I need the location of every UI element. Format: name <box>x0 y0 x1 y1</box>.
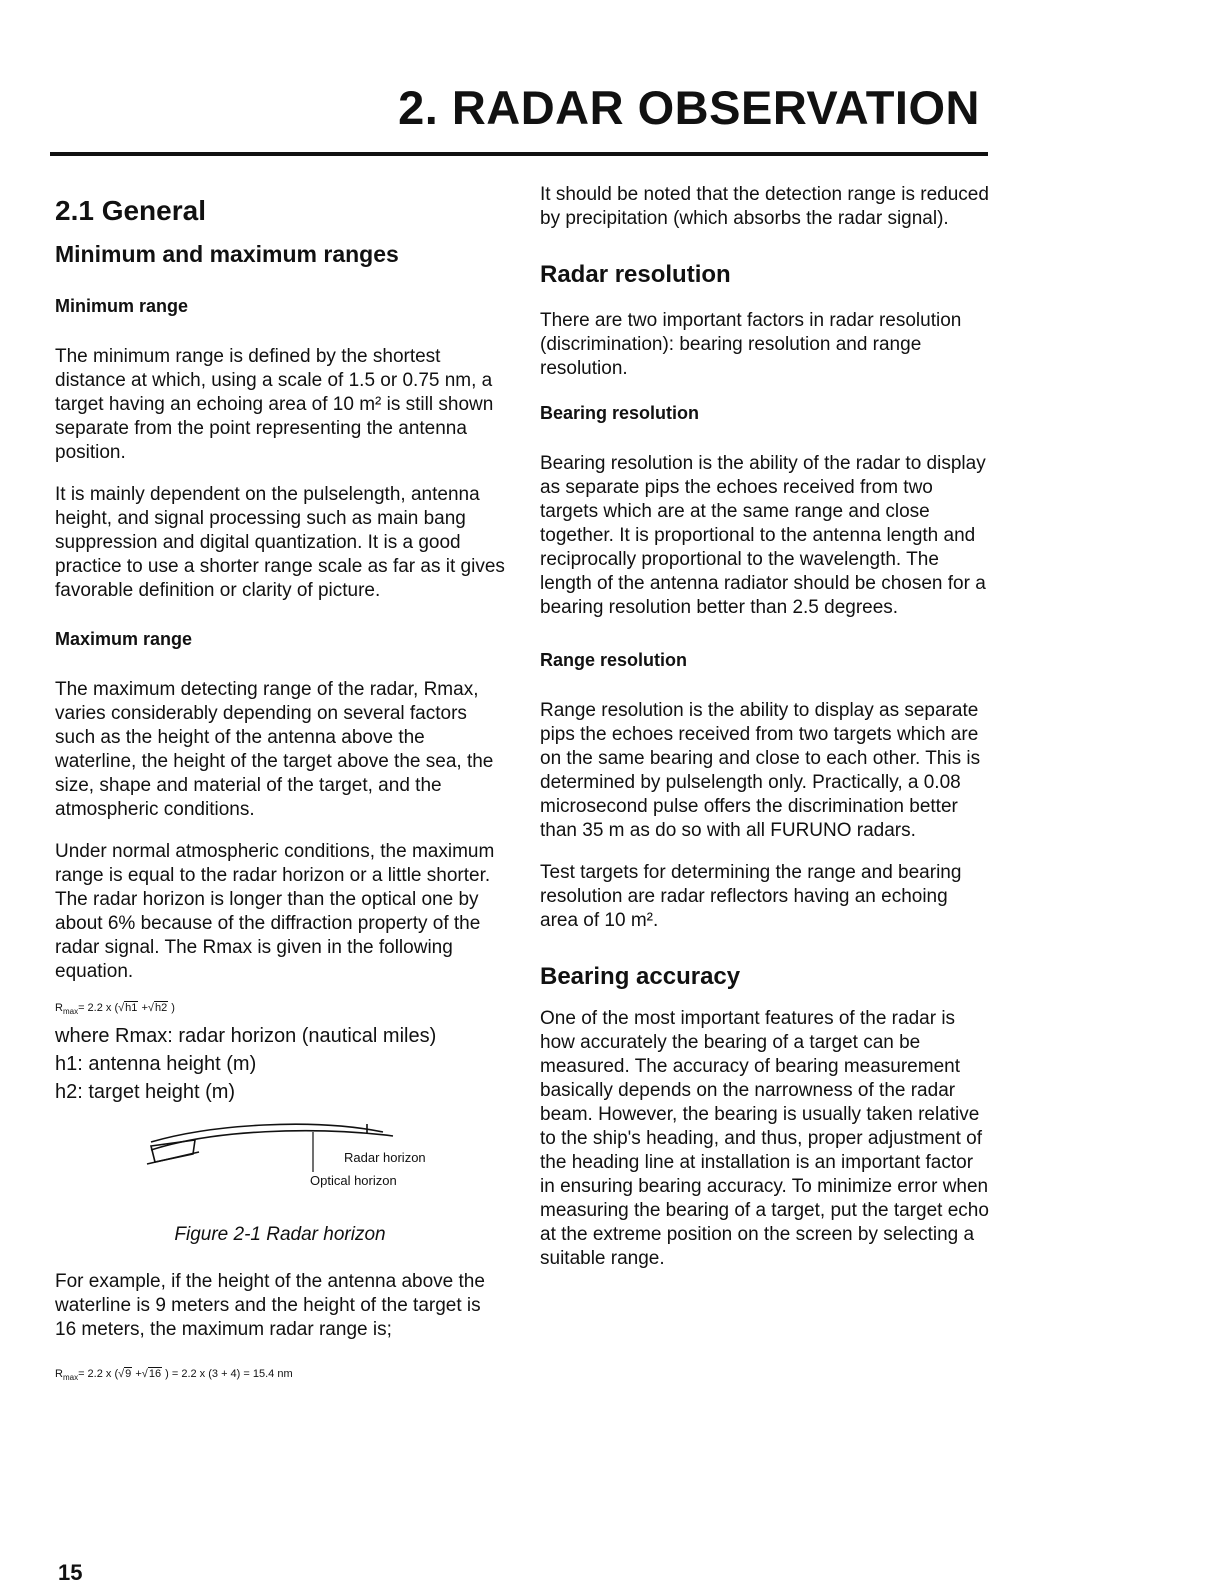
minimum-range-heading: Minimum range <box>55 296 189 316</box>
range-resolution-heading: Range resolution <box>540 650 688 670</box>
maximum-range-paragraph-1: The maximum detecting range of the radar, Rmax, varies considerably depending on several factors such as the height of the antenna above the waterline, the height of the target above the sea, the size, shape and material of the target, and the atmospheric conditions. <box>55 679 494 820</box>
radar-resolution-heading: Radar resolution <box>540 261 731 288</box>
subsection-heading: Minimum and maximum ranges <box>55 241 399 267</box>
chapter-title: 2. RADAR OBSERVATION <box>398 81 980 134</box>
where-line: where Rmax: radar horizon (nautical miles) <box>55 1025 437 1048</box>
bearing-resolution-paragraph: Bearing resolution is the ability of the radar to display as separate pips the echoes received from two targets which are at the same range and close together. It is proportional to the antenna length and reciprocally proportional to the wavelength. The length of the antenna radiator should be chosen for a bearing resolution better than 2.5 degrees. <box>540 453 986 618</box>
section-heading: 2.1 General <box>55 195 206 226</box>
h2-definition: h2: target height (m) <box>55 1081 236 1104</box>
figure-caption: Figure 2-1 Radar horizon <box>174 1224 386 1246</box>
range-resolution-paragraph-1: Range resolution is the ability to display as separate pips the echoes received from two targets which are on the same bearing and close to each other. This is determined by pulselength only. Practically, a 0.08 microsecond pulse offers the discrimination better than 35 m as do so with all FURUNO radars. <box>540 700 981 841</box>
range-resolution-paragraph-2: Test targets for determining the range and bearing resolution are radar reflectors having an echoing area of 10 m². <box>540 862 962 931</box>
rmax-equation: $R_{max}= 2.2$ x (√h1 +√h2 ) <box>55 1002 175 1017</box>
title-rule <box>50 152 988 156</box>
radar-horizon-figure <box>55 1120 505 1220</box>
right-column <box>540 183 990 1289</box>
bearing-accuracy-heading: Bearing accuracy <box>540 963 741 990</box>
bearing-accuracy-paragraph: One of the most important features of the radar is how accurately the bearing of a target can be measured. The accuracy of bearing measurement basically depends on the narrowness of the radar beam. However, the bearing is usually taken relative to the ship's heading, and thus, proper adjustment of the heading line at installation is an important factor in ensuring bearing accuracy. To minimize error when measuring the bearing of a target, put the target echo at the extreme position on the screen by selecting a suitable range. <box>540 1008 989 1269</box>
left-column <box>55 195 505 1388</box>
h1-definition: h1: antenna height (m) <box>55 1053 257 1076</box>
example-equation: $R_{max}= 2.2$ x (√9 +√16 ) = 2.2 x (3 + 4) = 15.4 nm <box>55 1368 293 1383</box>
example-paragraph: For example, if the height of the antenna above the waterline is 9 meters and the height of the target is 16 meters, the maximum radar range is; <box>55 1271 485 1341</box>
precipitation-note: It should be noted that the detection range is reduced by precipitation (which absorbs the radar signal). <box>540 184 989 229</box>
maximum-range-heading: Maximum range <box>55 629 193 649</box>
maximum-range-paragraph-2: Under normal atmospheric conditions, the maximum range is equal to the radar horizon or a little shorter. The radar horizon is longer than the optical one by about 6% because of the diffraction property of the radar signal. The Rmax is given in the following equation. <box>55 841 495 982</box>
optical-horizon-label: Optical horizon <box>310 1173 397 1189</box>
radar-resolution-paragraph: There are two important factors in radar resolution (discrimination): bearing resolution and range resolution. <box>540 310 962 379</box>
minimum-range-paragraph-2: It is mainly dependent on the pulselength, antenna height, and signal processing such as main bang suppression and digital quantization. It is a good practice to use a shorter range scale as far as it gives favorable definition or clarity of picture. <box>55 484 505 601</box>
page-number: 15 <box>58 1560 83 1585</box>
minimum-range-paragraph-1: The minimum range is defined by the shortest distance at which, using a scale of 1.5 or 0.75 nm, a target having an echoing area of 10 m² is still shown separate from the point representing the antenna position. <box>55 346 494 463</box>
radar-horizon-label: Radar horizon <box>344 1150 426 1166</box>
bearing-resolution-heading: Bearing resolution <box>540 403 700 423</box>
